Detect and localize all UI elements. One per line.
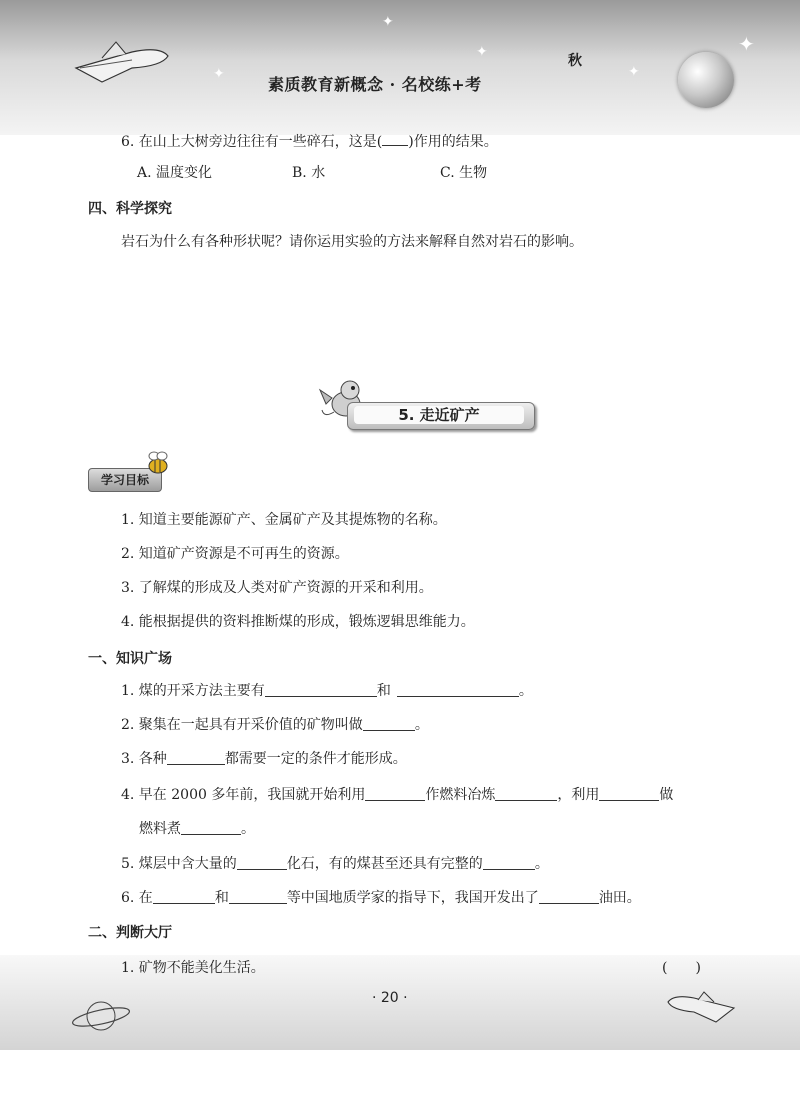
answer-blank[interactable] xyxy=(365,786,425,801)
goal-item: 3. 了解煤的形成及人类对矿产资源的开采和利用。 xyxy=(121,580,433,596)
globe-icon xyxy=(678,52,734,108)
lesson-title: 5. 走近矿产 xyxy=(354,406,524,424)
answer-blank[interactable] xyxy=(382,133,408,146)
goal-item: 1. 知道主要能源矿产、金属矿产及其提炼物的名称。 xyxy=(121,512,447,528)
s1-question-3: 3. 各种 都需要一定的条件才能形成。 xyxy=(121,751,407,767)
s1-question-6: 6. 在 和 等中国地质学家的指导下，我国开发出了 油田。 xyxy=(121,890,641,906)
bee-icon xyxy=(142,450,174,478)
star-icon: ✦ xyxy=(628,64,640,80)
space-shuttle-icon xyxy=(664,990,736,1026)
planet-ring-icon xyxy=(70,995,132,1037)
section-2-title: 二、判断大厅 xyxy=(88,925,172,941)
answer-blank[interactable] xyxy=(599,786,659,801)
header-title: 素质教育新概念 · 名校练+考 xyxy=(268,75,482,94)
section-4-text: 岩石为什么有各种形状呢？请你运用实验的方法来解释自然对岩石的影响。 xyxy=(121,234,583,250)
section-1-title: 一、知识广场 xyxy=(88,651,172,667)
section-4-title: 四、科学探究 xyxy=(88,201,172,217)
star-icon: ✦ xyxy=(213,66,225,82)
star-icon: ✦ xyxy=(382,14,394,30)
option-b[interactable]: B. 水 xyxy=(292,165,326,181)
answer-blank[interactable] xyxy=(265,682,377,697)
s1-question-5: 5. 煤层中含大量的 化石，有的煤甚至还具有完整的 。 xyxy=(121,856,549,872)
question-6-options xyxy=(137,162,487,182)
page-number: · 20 · xyxy=(372,990,408,1006)
answer-blank[interactable] xyxy=(483,855,535,870)
learning-goals-tag: 学习目标 xyxy=(88,468,162,492)
star-icon: ✦ xyxy=(738,32,755,56)
goal-item: 2. 知道矿产资源是不可再生的资源。 xyxy=(121,546,349,562)
s1-question-4-cont: 燃料煮 。 xyxy=(139,821,255,837)
s1-question-2: 2. 聚集在一起具有开采价值的矿物叫做 。 xyxy=(121,717,429,733)
s1-question-4: 4. 早在 2000 多年前，我国就开始利用 作燃料冶炼 ，利用 做 xyxy=(121,787,674,803)
option-c[interactable]: C. 生物 xyxy=(440,165,488,181)
answer-blank[interactable] xyxy=(229,889,287,904)
season-label: 秋 xyxy=(568,53,582,69)
answer-blank[interactable] xyxy=(397,682,519,697)
s1-question-1: 1. 煤的开采方法主要有 和 。 xyxy=(121,683,533,699)
star-icon: ✦ xyxy=(476,44,488,60)
answer-blank[interactable] xyxy=(167,750,225,765)
answer-blank[interactable] xyxy=(153,889,215,904)
s2-question-1: 1. 矿物不能美化生活。 xyxy=(121,960,265,976)
space-shuttle-icon xyxy=(72,38,172,88)
answer-blank[interactable] xyxy=(495,786,557,801)
answer-blank[interactable] xyxy=(237,855,287,870)
lesson-title-banner xyxy=(347,402,535,430)
option-a[interactable]: A. 温度变化 xyxy=(137,165,213,181)
goal-item: 4. 能根据提供的资料推断煤的形成，锻炼逻辑思维能力。 xyxy=(121,614,475,630)
answer-blank[interactable] xyxy=(363,716,415,731)
answer-paren[interactable]: ( ) xyxy=(662,960,701,976)
question-6: 6. 在山上大树旁边往往有一些碎石，这是( )作用的结果。 xyxy=(121,134,498,150)
answer-blank[interactable] xyxy=(181,820,241,835)
answer-blank[interactable] xyxy=(539,889,599,904)
